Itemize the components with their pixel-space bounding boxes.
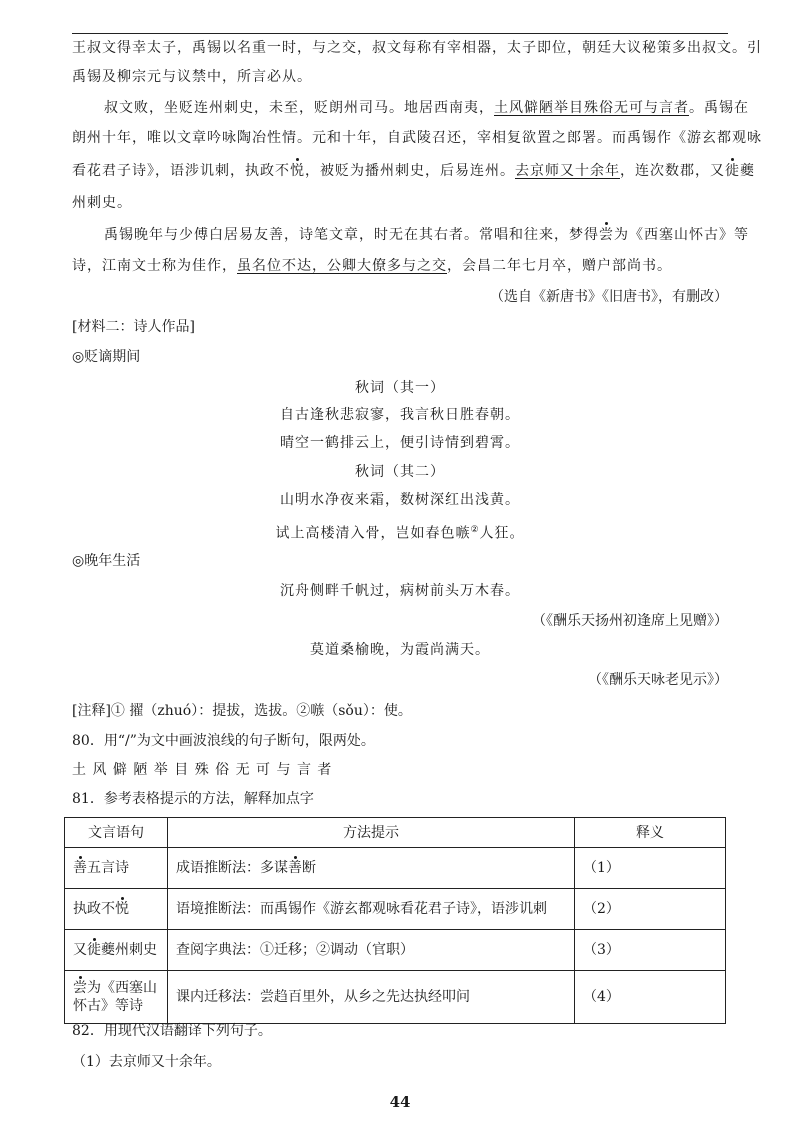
table-row <box>65 848 726 889</box>
passage-line-1: 王叔文得幸太子，禹锡以名重一时，与之交，叔文每称有宰相器，太子即位，朝廷大议秘策多出叔文。引 <box>72 40 762 56</box>
underline-sentence-2: 虽名位不达，公卿大僚多与之交 <box>237 258 447 274</box>
row4-method: 课内迁移法：尝趋百里外，从乡之先达执经叩问 <box>168 971 575 1024</box>
late-life-quote-1-source: （《酬乐天扬州初逢席上见赠》） <box>532 613 728 629</box>
row3-method: 查阅字典法：①迁移；②调动（官职） <box>168 930 575 971</box>
row3-sentence: 又徙夔州刺史 <box>65 930 168 971</box>
underline-translate-sentence: 去京师又十余年 <box>515 163 620 179</box>
header-method: 方法提示 <box>168 818 575 848</box>
question-82-item-1: （1）去京师又十余年。 <box>72 1054 221 1070</box>
poem2-title: 秋词（其二） <box>355 464 445 480</box>
poem1-line-2: 晴空一鹤排云上，便引诗情到碧霄。 <box>280 435 520 451</box>
row4-sentence: 尝为《西塞山 怀古》等诗 <box>65 971 168 1024</box>
row3-answer-blank: （3） <box>575 930 726 971</box>
page-number: 44 <box>389 1093 411 1111</box>
poem1-title: 秋词（其一） <box>355 380 445 396</box>
dotted-char-chang: 尝 <box>599 227 614 243</box>
row1-answer-blank: （1） <box>575 848 726 889</box>
dotted-char-xi: 徙 <box>725 163 740 179</box>
source-citation: （选自《新唐书》《旧唐书》，有删改） <box>490 289 728 305</box>
passage-line-5: 看花君子诗》，语涉讥刺，执政不悦，被贬为播州刺史，后易连州。去京师又十余年，连次数郡，又徙夔 <box>72 163 755 179</box>
row4-answer-blank: （4） <box>575 971 726 1024</box>
material2-heading: [材料二：诗人作品] <box>72 319 195 335</box>
header-sentence: 文言语句 <box>65 818 168 848</box>
method-table <box>64 817 726 1024</box>
table-row <box>65 889 726 930</box>
row2-sentence: 执政不悦 <box>65 889 168 930</box>
section-late-life: ◎晚年生活 <box>72 553 141 569</box>
annotation-notes: [注释]① 擢（zhuó）：提拔，选拔。②嗾（sǒu）：使。 <box>72 703 412 719</box>
late-life-quote-2: 莫道桑榆晚，为霞尚满天。 <box>310 642 490 658</box>
poem1-line-1: 自古逢秋悲寂寥，我言秋日胜春朝。 <box>280 407 520 423</box>
header-meaning: 释义 <box>575 818 726 848</box>
section-exile-period: ◎贬谪期间 <box>72 349 141 365</box>
row2-method: 语境推断法：而禹锡作《游玄都观咏看花君子诗》，语涉讥刺 <box>168 889 575 930</box>
row1-sentence: 善五言诗 <box>65 848 168 889</box>
passage-line-3: 叔文败，坐贬连州刺史，未至，贬朗州司马。地居西南夷，土风僻陋举目殊俗无可与言者。禹锡在 <box>104 100 749 116</box>
poem2-line-1: 山明水净夜来霜，数树深红出浅黄。 <box>280 492 520 508</box>
header-rule <box>72 33 728 34</box>
question-81-prompt: 81．参考表格提示的方法，解释加点字 <box>72 791 314 807</box>
row2-answer-blank: （2） <box>575 889 726 930</box>
table-header-row <box>65 818 726 848</box>
wavy-underline-sentence: 土风僻陋举目殊俗无可与言者 <box>494 100 689 116</box>
footnote-mark-2: ② <box>470 525 480 535</box>
table-row <box>65 971 726 1024</box>
row1-method: 成语推断法：多谋善断 <box>168 848 575 889</box>
passage-line-2: 禹锡及柳宗元与议禁中，所言必从。 <box>72 69 312 85</box>
passage-line-4: 朗州十年，唯以文章吟咏陶冶性情。元和十年，自武陵召还，宰相复欲置之郎署。而禹锡作《游玄都观咏 <box>72 130 762 146</box>
poem2-line-2: 试上高楼清入骨，岂如春色嗾②人狂。 <box>275 525 525 542</box>
late-life-quote-1: 沉舟侧畔千帆过，病树前头万木春。 <box>280 583 520 599</box>
question-82-prompt: 82．用现代汉语翻译下列句子。 <box>72 1023 272 1039</box>
passage-line-8: 诗，江南文士称为佳作，虽名位不达，公卿大僚多与之交，会昌二年七月卒，赠户部尚书。 <box>72 258 672 274</box>
dotted-char-yue: 悦 <box>290 163 305 179</box>
table-row <box>65 930 726 971</box>
question-80-sentence: 土 风 僻 陋 举 目 殊 俗 无 可 与 言 者 <box>72 762 333 778</box>
late-life-quote-2-source: （《酬乐天咏老见示》） <box>588 672 728 688</box>
question-80-prompt: 80．用“/”为文中画波浪线的句子断句，限两处。 <box>72 733 375 749</box>
passage-line-7: 禹锡晚年与少傅白居易友善，诗笔文章，时无在其右者。常唱和往来，梦得尝为《西塞山怀古》等 <box>104 227 749 243</box>
passage-line-6: 州刺史。 <box>72 195 132 211</box>
